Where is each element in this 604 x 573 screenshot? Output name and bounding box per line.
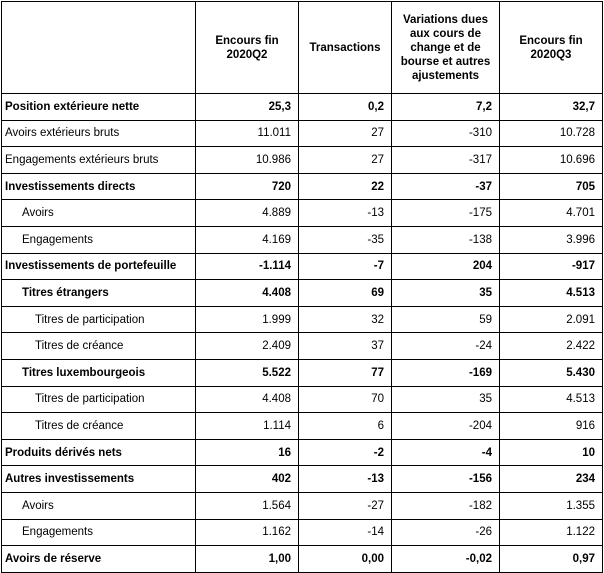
closing-stock-cell: 1.355 [500,492,603,519]
transactions-cell: -7 [299,253,392,280]
row-label: Position extérieure nette [2,94,196,121]
transactions-cell: 37 [299,333,392,360]
transactions-cell: 22 [299,173,392,200]
row-label: Avoirs de réserve [2,546,196,573]
opening-stock-cell: 4.169 [196,226,299,253]
closing-stock-cell: 3.996 [500,226,603,253]
table-row [2,120,603,147]
row-label: Titres de créance [2,413,196,440]
row-label: Engagements [2,226,196,253]
table-row [2,173,603,200]
row-label: Investissements directs [2,173,196,200]
closing-stock-cell: 0,97 [500,546,603,573]
valuation-changes-cell: 35 [392,280,500,307]
valuation-changes-cell: -37 [392,173,500,200]
row-label: Titres luxembourgeois [2,359,196,386]
transactions-cell: -2 [299,439,392,466]
closing-stock-cell: 10.728 [500,120,603,147]
opening-stock-cell: 1.999 [196,306,299,333]
valuation-changes-cell: -156 [392,466,500,493]
valuation-changes-cell: -169 [392,359,500,386]
valuation-changes-cell: 7,2 [392,94,500,121]
transactions-cell: 77 [299,359,392,386]
valuation-changes-cell: 204 [392,253,500,280]
transactions-cell: 32 [299,306,392,333]
valuation-changes-cell: -317 [392,147,500,174]
closing-stock-cell: 1.122 [500,519,603,546]
closing-stock-cell: 234 [500,466,603,493]
table-row [2,147,603,174]
closing-stock-cell: 2.422 [500,333,603,360]
opening-stock-cell: -1.114 [196,253,299,280]
opening-stock-cell: 720 [196,173,299,200]
valuation-changes-cell: -204 [392,413,500,440]
closing-stock-cell: 10 [500,439,603,466]
opening-stock-cell: 4.408 [196,386,299,413]
table-row [2,359,603,386]
table-row [2,200,603,227]
transactions-cell: 27 [299,120,392,147]
opening-stock-cell: 10.986 [196,147,299,174]
table-row [2,492,603,519]
valuation-changes-cell: -182 [392,492,500,519]
row-label: Autres investissements [2,466,196,493]
opening-stock-cell: 4.889 [196,200,299,227]
valuation-changes-cell: -138 [392,226,500,253]
opening-stock-cell: 2.409 [196,333,299,360]
opening-stock-cell: 1,00 [196,546,299,573]
transactions-cell: 70 [299,386,392,413]
valuation-changes-cell: 35 [392,386,500,413]
opening-stock-cell: 1.114 [196,413,299,440]
header-opening-stock: Encours fin 2020Q2 [196,2,299,94]
valuation-changes-cell: -24 [392,333,500,360]
table-row [2,226,603,253]
transactions-cell: -13 [299,466,392,493]
header-closing-stock: Encours fin 2020Q3 [500,2,603,94]
table-row [2,546,603,573]
closing-stock-cell: 4.513 [500,386,603,413]
opening-stock-cell: 11.011 [196,120,299,147]
opening-stock-cell: 16 [196,439,299,466]
table-row [2,413,603,440]
valuation-changes-cell: -4 [392,439,500,466]
closing-stock-cell: 32,7 [500,94,603,121]
opening-stock-cell: 25,3 [196,94,299,121]
valuation-changes-cell: -26 [392,519,500,546]
transactions-cell: -35 [299,226,392,253]
header-row [2,2,603,94]
transactions-cell: 6 [299,413,392,440]
closing-stock-cell: -917 [500,253,603,280]
table-body [2,94,603,573]
header-valuation-changes: Variations dues aux cours de change et de bourse et autres ajustements [392,2,500,94]
opening-stock-cell: 4.408 [196,280,299,307]
row-label: Avoirs [2,492,196,519]
transactions-cell: -14 [299,519,392,546]
opening-stock-cell: 1.162 [196,519,299,546]
closing-stock-cell: 4.513 [500,280,603,307]
row-label: Produits dérivés nets [2,439,196,466]
table-row [2,94,603,121]
transactions-cell: 69 [299,280,392,307]
closing-stock-cell: 705 [500,173,603,200]
closing-stock-cell: 5.430 [500,359,603,386]
valuation-changes-cell: -175 [392,200,500,227]
row-label: Titres de participation [2,386,196,413]
row-label: Engagements extérieurs bruts [2,147,196,174]
transactions-cell: -13 [299,200,392,227]
row-label: Investissements de portefeuille [2,253,196,280]
table-row [2,333,603,360]
row-label: Avoirs extérieurs bruts [2,120,196,147]
valuation-changes-cell: 59 [392,306,500,333]
closing-stock-cell: 10.696 [500,147,603,174]
table-row [2,439,603,466]
transactions-cell: 27 [299,147,392,174]
transactions-cell: 0,2 [299,94,392,121]
closing-stock-cell: 4.701 [500,200,603,227]
table-row [2,466,603,493]
table-row [2,306,603,333]
transactions-cell: -27 [299,492,392,519]
transactions-cell: 0,00 [299,546,392,573]
row-label: Titres de participation [2,306,196,333]
header-label-column [2,2,196,94]
table-row [2,280,603,307]
row-label: Titres de créance [2,333,196,360]
valuation-changes-cell: -0,02 [392,546,500,573]
header-transactions: Transactions [299,2,392,94]
table-header [2,2,603,94]
table-row [2,519,603,546]
valuation-changes-cell: -310 [392,120,500,147]
row-label: Engagements [2,519,196,546]
table-row [2,253,603,280]
opening-stock-cell: 1.564 [196,492,299,519]
closing-stock-cell: 916 [500,413,603,440]
opening-stock-cell: 5.522 [196,359,299,386]
table-row [2,386,603,413]
row-label: Titres étrangers [2,280,196,307]
opening-stock-cell: 402 [196,466,299,493]
international-investment-position-table [1,1,603,573]
closing-stock-cell: 2.091 [500,306,603,333]
position-table-container [1,1,603,573]
row-label: Avoirs [2,200,196,227]
